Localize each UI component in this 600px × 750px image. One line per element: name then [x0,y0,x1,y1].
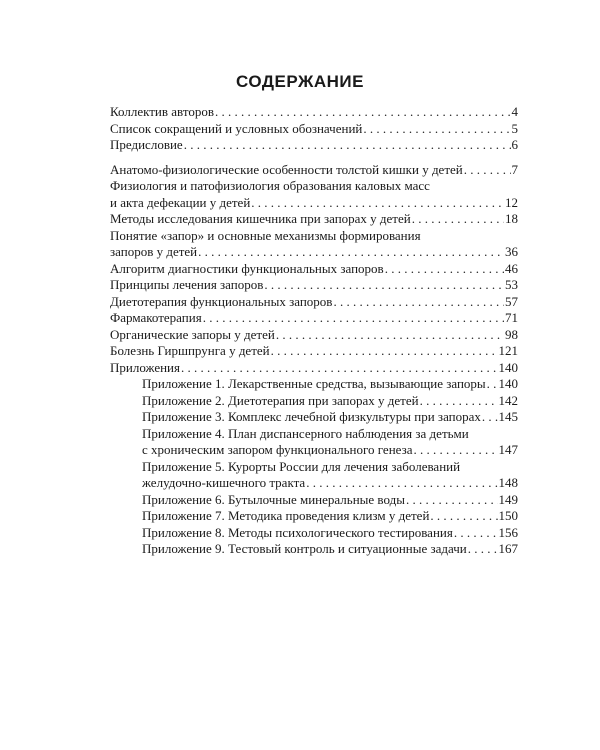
dot-leader [487,376,498,393]
dot-leader [430,508,497,525]
dot-leader [406,492,498,509]
table-of-contents [110,104,518,558]
toc-page-number: 18 [505,211,518,226]
dot-leader [414,442,498,459]
dot-leader [276,327,504,344]
toc-page-number: 7 [511,161,518,177]
toc-entry-text: Алгоритм диагностики функциональных запоров [110,260,384,276]
toc-page-number: 46 [505,260,518,276]
toc-entry [110,409,518,426]
toc-entry [110,426,518,459]
dot-leader [306,475,497,492]
toc-page-number: 5 [511,120,518,136]
toc-entry-text: Список сокращений и условных обозначений [110,120,363,136]
toc-entry [110,310,518,327]
page-title: СОДЕРЖАНИЕ [236,72,364,91]
dot-leader [203,310,504,327]
toc-page-number: 121 [498,343,518,358]
toc-entry-text: запоров у детей [110,244,198,259]
toc-entry-text: желудочно-кишечного тракта [142,475,306,490]
toc-entry [110,261,518,278]
toc-entry-text: Приложение 4. План диспансерного наблюдения за детьми [142,425,469,441]
toc-entry [110,508,518,525]
toc-page-number: 4 [511,104,518,119]
toc-page-number: 156 [498,524,518,540]
dot-leader [333,294,504,311]
toc-entry-text: Диетотерапия функциональных запоров [110,293,333,309]
toc-entry [110,137,518,154]
toc-page-number: 12 [505,194,518,210]
toc-page-number: 98 [505,326,518,342]
toc-entry-text: Приложение 9. Тестовый контроль и ситуационные задачи [142,541,467,556]
toc-entry [110,211,518,228]
dot-leader [420,393,498,410]
toc-entry-text: Приложение 1. Лекарственные средства, вызывающие запоры [142,376,486,391]
toc-entry [110,228,518,261]
dot-leader [181,360,498,377]
toc-page-number: 36 [505,244,518,259]
toc-entry [110,162,518,179]
toc-entry [110,121,518,138]
toc-entry [110,525,518,542]
dot-leader [468,541,498,558]
toc-entry-text: Приложение 3. Комплекс лечебной физкультуры при запорах [142,409,481,424]
toc-page-number: 150 [498,508,518,523]
dot-leader [251,195,504,212]
toc-entry-text: Анатомо-физиологические особенности толстой кишки у детей [110,161,463,177]
toc-entry-text: Физиология и патофизиология образования каловых масс [110,178,430,193]
dot-leader [271,343,498,360]
dot-leader [264,277,504,294]
toc-entry [110,178,518,211]
toc-entry [110,277,518,294]
dot-leader [215,104,511,121]
toc-entry-text: Приложение 6. Бутылочные минеральные воды [142,491,405,507]
dot-leader [184,137,511,154]
toc-page-number: 147 [498,442,518,457]
toc-entry [110,459,518,492]
toc-entry-text: Приложение 5. Курорты России для лечения заболеваний [142,458,461,474]
toc-page-number: 71 [505,310,518,325]
toc-page-number: 142 [498,392,518,408]
toc-page-number: 145 [498,409,518,424]
dot-leader [454,525,498,542]
dot-leader [412,211,504,228]
toc-entry-text: Приложения [110,359,180,375]
toc-page-number: 167 [498,541,518,556]
toc-entry-text: Предисловие [110,137,183,152]
toc-entry [110,343,518,360]
toc-entry-text: Органические запоры у детей [110,326,275,342]
dot-leader [385,261,504,278]
toc-page-number: 140 [498,359,518,375]
toc-entry-text: Методы исследования кишечника при запорах у детей [110,211,411,226]
toc-page-number: 140 [498,376,518,391]
toc-entry [110,294,518,311]
toc-entry-text: Приложение 8. Методы психологического тестирования [142,524,453,540]
toc-entry-text: Фармакотерапия [110,310,202,325]
toc-entry-text: с хроническим запором функционального генеза [142,442,413,457]
toc-page-number: 53 [505,277,518,292]
toc-page-number: 148 [498,475,518,490]
toc-entry-text: Приложение 7. Методика проведения клизм у детей [142,508,430,523]
dot-leader [198,244,504,261]
toc-entry-text: Болезнь Гиршпрунга у детей [110,343,270,358]
toc-entry-text: Понятие «запор» и основные механизмы формирования [110,227,421,243]
toc-page-number: 6 [511,137,518,152]
dot-leader [482,409,498,426]
toc-entry [110,360,518,377]
toc-page-number: 149 [498,491,518,507]
toc-entry [110,492,518,509]
toc-entry-text: Приложение 2. Диетотерапия при запорах у детей [142,392,419,408]
toc-entry [110,376,518,393]
toc-entry [110,327,518,344]
toc-entry-text: Коллектив авторов [110,104,214,119]
toc-entry [110,104,518,121]
toc-entry [110,541,518,558]
toc-entry [110,393,518,410]
toc-page-number: 57 [505,293,518,309]
dot-leader [464,162,511,179]
toc-entry-text: Принципы лечения запоров [110,277,264,292]
toc-entry-text: и акта дефекации у детей [110,194,251,210]
dot-leader [363,121,510,138]
